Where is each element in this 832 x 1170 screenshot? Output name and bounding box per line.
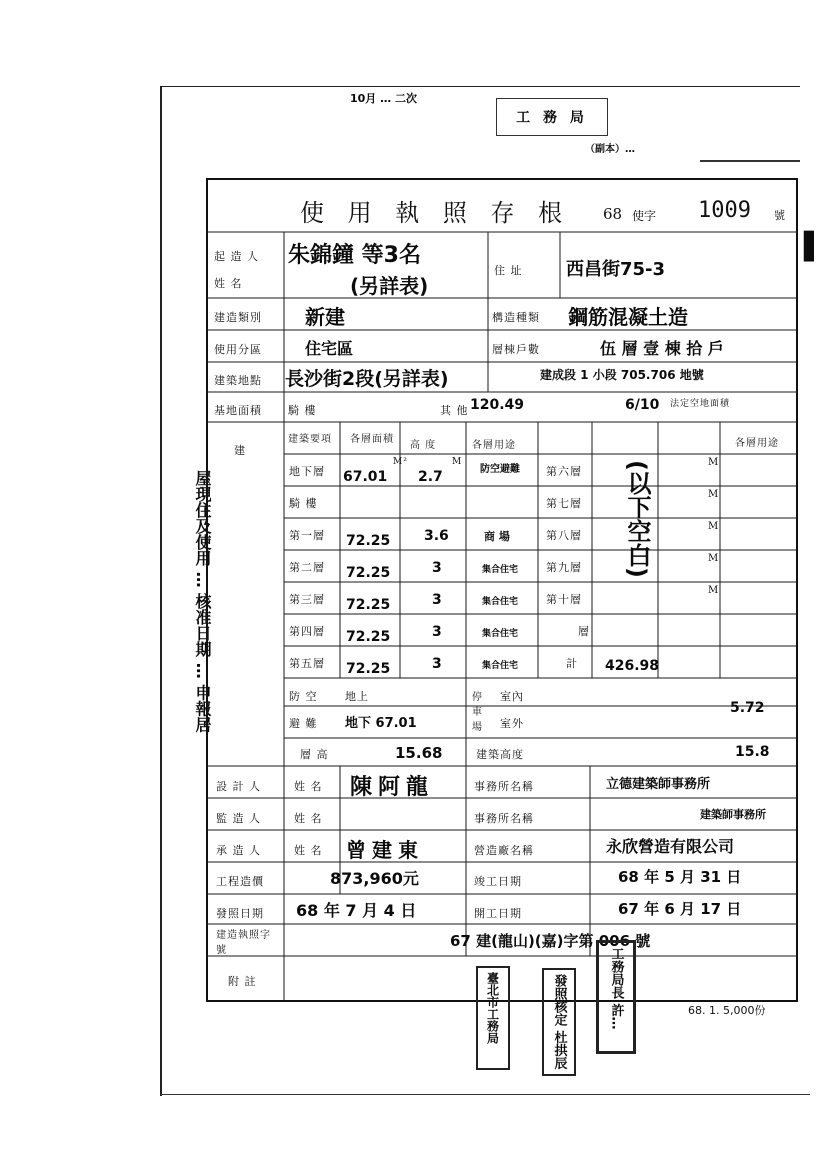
license-suffix: 號	[774, 209, 785, 222]
floor-2-use: 集合住宅	[482, 565, 519, 575]
stamp-approver-text: 發照核定 杜拱辰	[551, 974, 567, 1070]
floor-4-use: 集合住宅	[482, 629, 519, 639]
label-contractor-firm: 營造廠名稱	[474, 844, 534, 857]
start-date: 67 年 6 月 17 日	[618, 900, 742, 918]
floor-3-area: 72.25	[346, 597, 391, 613]
label-contractor-name: 姓 名	[294, 844, 323, 857]
site-lot: 建成段 1 小段 705.706 地號	[540, 368, 704, 382]
floor-5-height: 3	[432, 656, 442, 672]
floor-7-label: 第七層	[546, 497, 582, 510]
building-category: 新建	[305, 305, 345, 329]
floors-units: 伍 層 壹 棟 拾 戶	[600, 339, 724, 358]
floor-arcade-label: 騎 樓	[289, 497, 318, 510]
label-use-zone: 使用分區	[214, 343, 262, 356]
parking-outdoor: 室外	[500, 717, 524, 730]
floor-9-label: 第九層	[546, 561, 582, 574]
permit-value: 67 建(龍山)(嘉)字第 006 號	[450, 932, 651, 950]
label-supervisor-office: 事務所名稱	[474, 812, 534, 825]
building-height: 15.8	[735, 744, 770, 760]
designer-name: 陳阿龍	[350, 775, 435, 800]
stamp-director-text: 工務局長 許…	[608, 947, 624, 1030]
unit-m-right-1: M	[708, 457, 720, 468]
label-air-defense: 防 空	[289, 690, 318, 703]
floor-3-use: 集合住宅	[482, 597, 519, 607]
use-zone: 住宅區	[305, 339, 354, 358]
floor-basement-area: 67.01	[343, 469, 388, 485]
label-floor-items: 建築要項	[288, 434, 332, 445]
floor-5-area: 72.25	[346, 661, 391, 677]
air-defense-below: 地下 67.01	[345, 716, 417, 731]
license-prefix: 68	[603, 205, 623, 223]
floor-1-label: 第一層	[289, 529, 325, 542]
unit-m-right-5: M	[708, 585, 720, 596]
floor-basement-label: 地下層	[289, 465, 325, 478]
supervisor-office: 建築師事務所	[700, 808, 766, 821]
site-area-other: 120.49	[470, 397, 525, 413]
label-contractor: 承 造 人	[216, 844, 261, 857]
right-margin-mark: ▌	[804, 232, 824, 262]
floor-2-label: 第二層	[289, 561, 325, 574]
label-supervisor: 監 造 人	[216, 812, 261, 825]
form-title: 使 用 執 照 存 根	[300, 199, 571, 227]
footer-print-note: 68. 1. 5,000份	[688, 1004, 766, 1017]
label-shelter: 避 難	[289, 717, 318, 730]
floor-6-label: 第六層	[546, 465, 582, 478]
unit-m: M	[452, 457, 463, 467]
total-label: 計	[566, 657, 578, 670]
parking-indoor: 室內	[500, 690, 524, 703]
floor-basement-height: 2.7	[418, 469, 443, 485]
builder-address: 西昌街75-3	[566, 259, 666, 280]
floor-1-use: 商 場	[484, 530, 510, 543]
floor-5-label: 第五層	[289, 657, 325, 670]
floor-extra-label: 層	[578, 625, 590, 638]
issue-date: 68 年 7 月 4 日	[296, 901, 417, 920]
label-designer: 設 計 人	[216, 780, 261, 793]
label-floor-use-right: 各層用途	[735, 438, 779, 449]
label-arcade: 騎 樓	[288, 404, 317, 417]
legal-vacant-ratio: 6/10	[625, 397, 660, 413]
label-remark: 附 註	[228, 975, 257, 988]
label-structure-type: 構造種類	[492, 311, 540, 324]
label-floor-use: 各層用途	[472, 440, 516, 451]
label-completion-date: 竣工日期	[474, 875, 522, 888]
floor-4-area: 72.25	[346, 629, 391, 645]
header-stamp-middle: 工 務 局	[516, 110, 588, 126]
builder-note: (另詳表)	[350, 274, 429, 298]
label-parking: 停車場	[472, 692, 483, 733]
builder-name: 朱錦鐘 等3名	[288, 243, 421, 268]
completion-date: 68 年 5 月 31 日	[618, 868, 742, 886]
floor-8-label: 第八層	[546, 529, 582, 542]
label-building-height: 建築高度	[476, 748, 524, 761]
floor-2-area: 72.25	[346, 565, 391, 581]
label-site-location: 建築地點	[214, 374, 262, 387]
label-floors-units: 層棟戶數	[492, 343, 540, 356]
stamp-approver	[542, 968, 576, 1076]
label-other: 其 他	[440, 404, 469, 417]
total-area: 426.98	[605, 658, 660, 674]
stamp-bureau	[476, 966, 510, 1070]
label-building-char: 建	[234, 444, 246, 457]
contractor-firm: 永欣營造有限公司	[606, 837, 735, 856]
unit-m-right-4: M	[708, 553, 720, 564]
label-name: 姓 名	[214, 277, 243, 290]
floor-3-label: 第三層	[289, 593, 325, 606]
label-start-date: 開工日期	[474, 907, 522, 920]
label-cost: 工程造價	[216, 875, 264, 888]
structure-type: 鋼筋混凝土造	[568, 305, 688, 329]
site-location: 長沙街2段(另詳表)	[285, 368, 449, 390]
label-designer-office: 事務所名稱	[474, 780, 534, 793]
floor-2-height: 3	[432, 560, 442, 576]
header-stamp-left: 10月 … 二次	[350, 92, 417, 105]
license-number: 1009	[698, 198, 751, 223]
label-site-area: 基地面積	[214, 404, 262, 417]
floor-4-label: 第四層	[289, 625, 325, 638]
label-address: 住 址	[494, 264, 523, 277]
eave-height: 15.68	[395, 744, 443, 762]
floor-1-height: 3.6	[424, 528, 449, 544]
label-floor-area: 各層面積	[350, 434, 394, 445]
floor-basement-use: 防空避難	[480, 464, 520, 475]
label-eave: 層 高	[300, 748, 329, 761]
label-builder: 起 造 人	[214, 250, 259, 263]
floor-5-use: 集合住宅	[482, 661, 519, 671]
cost-value: 873,960元	[330, 869, 419, 888]
contractor-name: 曾建東	[346, 838, 424, 862]
floor-4-height: 3	[432, 624, 442, 640]
unit-m2: M²	[393, 457, 408, 467]
unit-m-right-3: M	[708, 521, 720, 532]
blank-below-note: (以下空白)	[623, 460, 651, 578]
left-vertical-note: 屋現住及使用 … 核准日期 … 申報居	[193, 470, 212, 733]
floor-3-height: 3	[432, 592, 442, 608]
label-designer-name: 姓 名	[294, 780, 323, 793]
stamp-bureau-text: 臺北市工務局	[485, 972, 500, 1044]
floor-1-area: 72.25	[346, 533, 391, 549]
label-building-category: 建造類別	[214, 311, 262, 324]
unit-m-right-2: M	[708, 489, 720, 500]
floor-10-label: 第十層	[546, 593, 582, 606]
label-permit-no: 建造執照字號	[216, 930, 271, 956]
label-floor-height: 高 度	[410, 440, 437, 451]
designer-office: 立德建築師事務所	[606, 777, 711, 792]
label-supervisor-name: 姓 名	[294, 812, 323, 825]
header-stamp-right: （副本）…	[585, 144, 635, 155]
label-legal-vacant: 法定空地面積	[670, 399, 731, 409]
air-defense-above: 地上	[345, 690, 369, 703]
license-word: 使字	[632, 209, 657, 223]
ratio-value: 5.72	[730, 700, 765, 716]
label-issue-date: 發照日期	[216, 907, 264, 920]
stamp-director	[596, 940, 636, 1054]
